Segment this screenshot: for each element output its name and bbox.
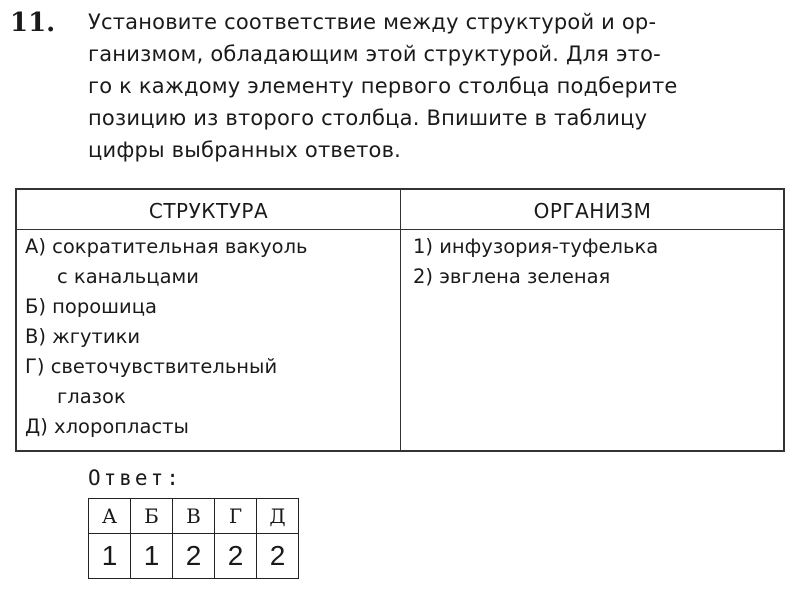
answer-letters-row	[89, 499, 299, 534]
organism-list	[413, 232, 783, 292]
task-statement-line: Установите соответствие между структурой и ор-	[88, 10, 657, 34]
task-number: 11.	[10, 8, 56, 38]
answer-letter-cell: А	[89, 499, 131, 534]
task-statement	[88, 6, 778, 166]
organism-item-2: 2) эвглена зеленая	[413, 265, 611, 288]
answer-letter-cell: В	[173, 499, 215, 534]
structure-item-v: В) жгутики	[25, 325, 141, 348]
answer-letter-cell: Д	[257, 499, 299, 534]
answer-values-row	[89, 534, 299, 579]
answer-letter-cell: Б	[131, 499, 173, 534]
answer-label: Ответ:	[88, 466, 182, 490]
structure-item-g: Г) светочувствительный	[25, 355, 278, 378]
header-divider	[17, 229, 783, 230]
task-statement-line: позицию из второго столбца. Впишите в таблицу	[88, 106, 648, 130]
answer-letter-cell: Г	[215, 499, 257, 534]
answer-value-cell[interactable]: 2	[257, 534, 299, 579]
structure-item-b: Б) порошица	[25, 295, 157, 318]
answer-value-cell[interactable]: 2	[215, 534, 257, 579]
task-statement-line: цифры выбранных ответов.	[88, 138, 402, 162]
answer-value-cell[interactable]: 2	[173, 534, 215, 579]
organism-item-1: 1) инфузория-туфелька	[413, 235, 659, 258]
answer-table	[88, 498, 299, 579]
organism-column-header: ОРГАНИЗМ	[533, 199, 652, 223]
structure-item-a-continued: с канальцами	[57, 265, 199, 288]
structure-item-g-continued: глазок	[57, 385, 126, 408]
structure-item-d: Д) хлоропласты	[25, 415, 189, 438]
task-statement-line: ганизмом, обладающим этой структурой. Для это-	[88, 42, 661, 66]
task-statement-line: го к каждому элементу первого столбца подберите	[88, 74, 678, 98]
structure-column-header: СТРУКТУРА	[148, 199, 269, 223]
structure-list	[25, 232, 395, 442]
matching-table	[15, 188, 785, 452]
answer-value-cell[interactable]: 1	[89, 534, 131, 579]
structure-item-a: А) сократительная вакуоль	[25, 235, 308, 258]
answer-value-cell[interactable]: 1	[131, 534, 173, 579]
